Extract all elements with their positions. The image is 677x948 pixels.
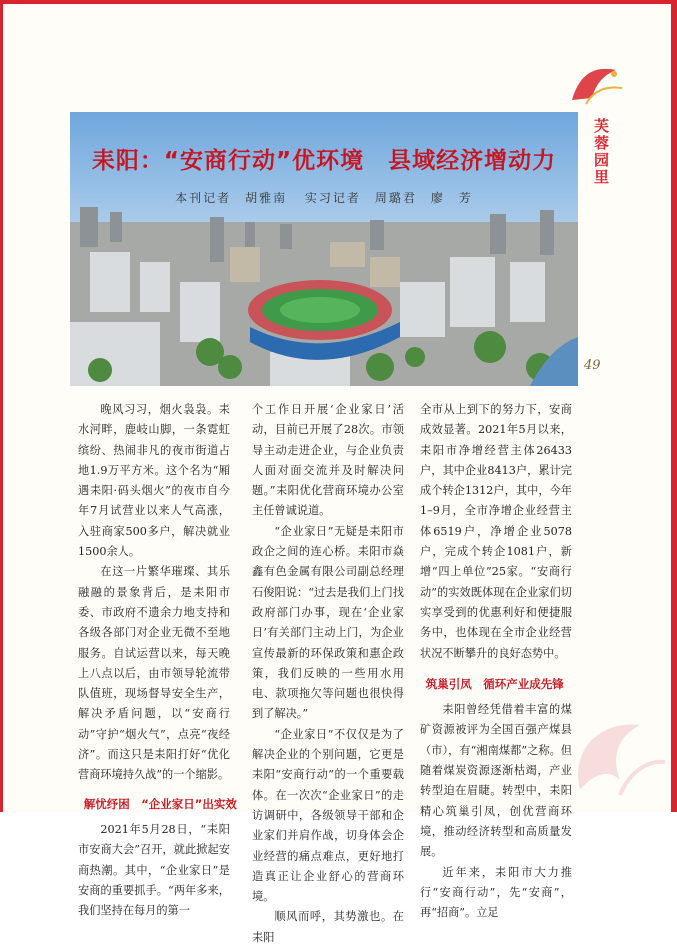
text-column-2 [252, 400, 404, 948]
paragraph: 晚风习习，烟火袅袅。耒水河畔，鹿岐山脚，一条霓虹缤纷、热闹非凡的夜市街道占地1.9万平方米。这个名为“厢遇耒阳·码头烟火”的夜市自今年7月试营业以来人气高涨，入驻商家500多户，解决就业1500余人。 [78, 403, 230, 559]
paragraph: 个工作日开展‘企业家日’活动，目前已开展了28次。市领导主动走进企业，与企业负责人面对面交流并及时解决问题。”耒阳优化营商环境办公室主任曾诚说道。 [252, 403, 404, 518]
paragraph: “企业家日”无疑是耒阳市政企之间的连心桥。耒阳市焱鑫有色金属有限公司副总经理石俊阳说：“过去是我们上门找政府部门办事，现在‘企业家日’有关部门主动上门，为企业宣传最新的环保政策和惠企政策，我们反映的一些用水用电、款项拖欠等问题也很快得到了解决。” [252, 524, 404, 721]
decorative-watermark [560, 700, 670, 805]
section-subheading: 筑巢引凤 循环产业成先锋 [425, 676, 564, 691]
section-tag: 芙蓉园里 [592, 118, 610, 186]
byline-intern: 实习记者 周璐君 廖 芳 [304, 191, 473, 205]
paragraph: 耒阳曾经凭借着丰富的煤矿资源被评为全国百强产煤县（市），有“湘南煤都”之称。但随着煤炭资源逐渐枯竭，产业转型迫在眉睫。转型中，耒阳精心筑巢引凤，创优营商环境，推动经济转型和高质量发展。 [420, 703, 572, 859]
paragraph: 近年来，耒阳市大力推行“安商行动”，先“安商”，再“招商”。立足 [420, 865, 572, 920]
article-byline [70, 189, 578, 206]
paragraph: 全市从上到下的努力下，安商成效显著。2021年5月以来，耒阳市净增经营主体26433户，其中企业8413户，累计完成个转企1312户，其中，今年1–9月，全市净增企业经营主体6519户，净增企业5078户，完成个转企1081户，新增“四上单位”25家。“安商行动”的实效既体现在企业家们切实享受到的优惠利好和便捷服务中，也体现在全市企业经营状况不断攀升的良好态势中。 [420, 403, 572, 660]
byline-staff: 本刊记者 胡雅南 [175, 191, 288, 205]
text-column-1 [78, 400, 237, 921]
hero-banner [70, 112, 578, 386]
paragraph: “企业家日”不仅仅是为了解决企业的个别问题，它更是耒阳“安商行动”的一个重要载体。在一次次“企业家日”的走访调研中，各级领导干部和企业家们并肩作战，切身体会企业经营的痛点难点，更好地打造真正让企业舒心的营商环境。 [252, 727, 404, 904]
page-number: 49 [584, 358, 601, 373]
article-title: 耒阳：“安商行动”优环境 县域经济增动力 [91, 148, 557, 174]
section-subheading: 解忧纾困 “企业家日”出实效 [83, 796, 237, 811]
text-column-3 [420, 400, 572, 923]
paragraph: 顺风而呼，其势激也。在耒阳 [252, 910, 404, 944]
paragraph: 在这一片繁华璀璨、其乐融融的景象背后，是耒阳市委、市政府不遗余力地支持和各级各部门对企业无微不至地服务。自试运营以来，每天晚上八点以后，由市领导轮流带队值班，现场督导安全生产，解决矛盾问题，以“安商行动”守护“烟火气”，点亮“夜经济”。而这只是耒阳打好“优化营商环境持久战”的一个缩影。 [78, 565, 230, 782]
paragraph: 2021年5月28日，“耒阳市安商大会”召开，就此掀起安商热潮。其中，“企业家日”是安商的重要抓手。“两年多来，我们坚持在每月的第一 [78, 822, 230, 918]
magazine-logo [566, 60, 626, 110]
page-frame-right [671, 0, 677, 812]
